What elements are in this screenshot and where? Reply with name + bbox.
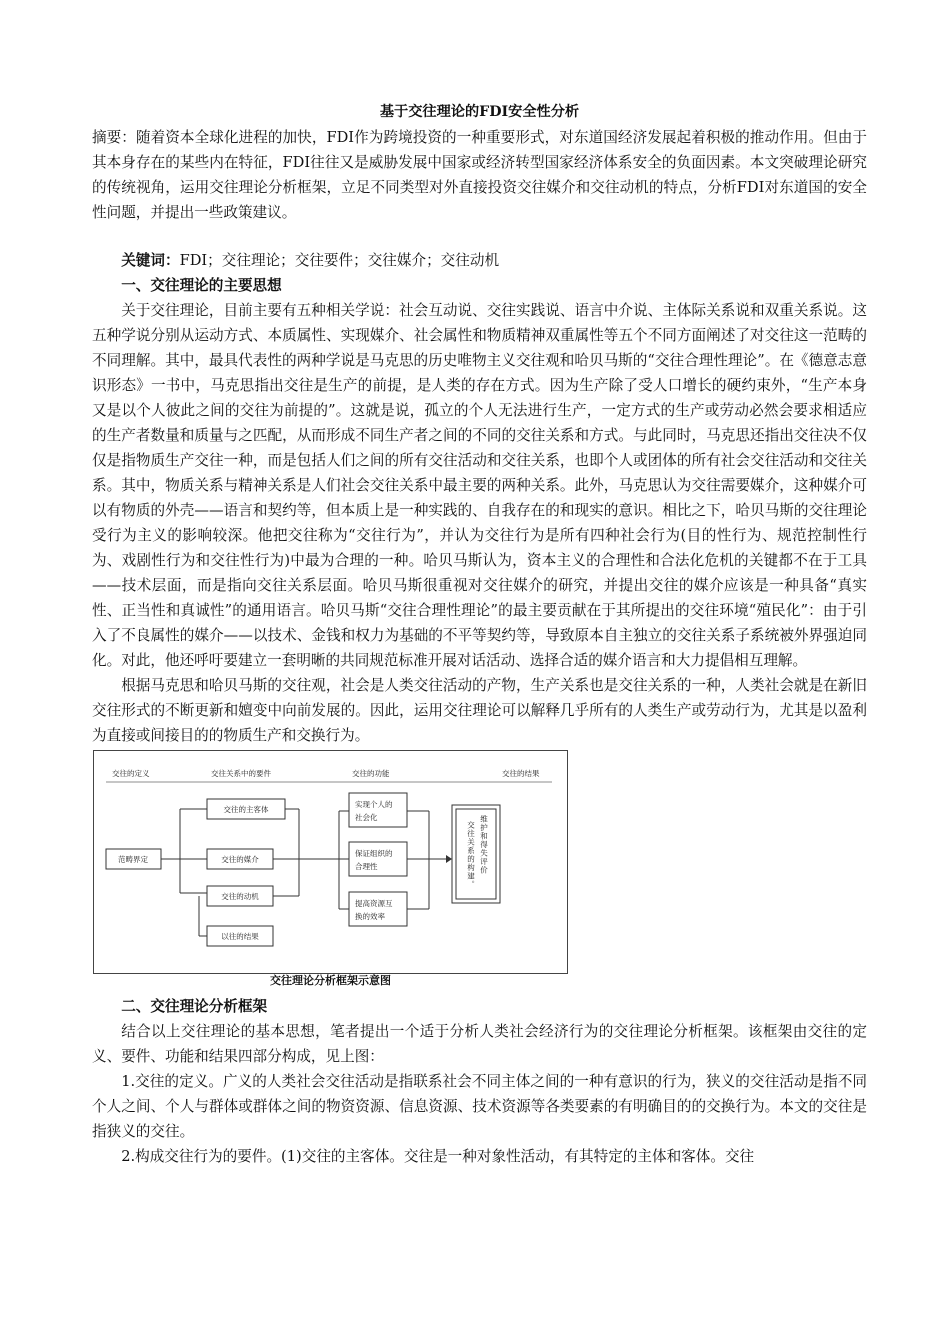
col-elements-label: 交往关系中的要件	[211, 769, 271, 778]
section2-paragraph-3: 2.构成交往行为的要件。(1)交往的主客体。交往是一种对象性活动，有其特定的主体和客体。交往	[121, 1148, 755, 1165]
section1-paragraph-2: 根据马克思和哈贝马斯的交往观，社会是人类交往活动的产物，生产关系也是交往关系的一种，人类社会就是在新旧交往形式的不断更新和嬗变中向前发展的。因此，运用交往理论可以解释几乎所有的人类生产或劳动行为，尤其是以盈利为直接或间接目的的物质生产和交换行为。	[92, 677, 867, 744]
keywords-label: 关键词：	[121, 252, 180, 269]
section2-paragraph-2: 1.交往的定义。广义的人类社会交往活动是指联系社会不同主体之间的一种有意识的行为，狭义的交往活动是指不同个人之间、个人与群体或群体之间的物资资源、信息资源、技术资源等各类要素的有明确目的的交换行为。本文的交往是指狭义的交往。	[92, 1073, 867, 1140]
result-inner-box	[456, 809, 496, 899]
col-results-label: 交往的结果	[502, 769, 540, 778]
function-box-2-line2: 合理性	[355, 862, 378, 871]
section1-paragraph-1: 关于交往理论，目前主要有五种相关学说：社会互动说、交往实践说、语言中介说、主体际关系说和双重关系说。这五种学说分别从运动方式、本质属性、实现媒介、社会属性和物质精神双重属性等五个不同方面阐述了对交往这一范畴的不同理解。其中，最具代表性的两种学说是马克思的历史唯物主义交往观和哈贝马斯的“交往合理性理论”。在《德意志意识形态》一书中，马克思指出交往是生产的前提，是人类的存在方式。因为生产除了受人口增长的硬约束外，“生产本身又是以个人彼此之间的交往为前提的”。这就是说，孤立的个人无法进行生产，一定方式的生产或劳动必然会要求相适应的生产者数量和质量与之匹配，从而形成不同生产者之间的不同的交往关系和方式。与此同时，马克思还指出交往决不仅仅是指物质生产交往一种，而是包括人们之间的所有交往活动和交往关系，也即个人或团体的所有社会交往活动和交往关系。其中，物质关系与精神关系是人们社会交往关系中最主要的两种关系。此外，马克思认为交往需要媒介，这种媒介可以有物质的外壳——语言和契约等，但本质上是一种实践的、自我存在的和现实的意识。相比之下，哈贝马斯的交往理论受行为主义的影响较深。他把交往称为“交往行为”，并认为交往行为是所有四种社会行为(目的性行为、规范控制性行为、戏剧性行为和交往性行为)中最为合理的一种。哈贝马斯认为，资本主义的合理性和合法化危机的关键都不在于工具——技术层面，而是指向交往关系层面。哈贝马斯很重视对交往媒介的研究，并提出交往的媒介应该是一种具备“真实性、正当性和真诚性”的通用语言。哈贝马斯“交往合理性理论”的最主要贡献在于其所提出的交往环境“殖民化”：由于引入了不良属性的媒介——以技术、金钱和权力为基础的不平等契约等，导致原本自主独立的交往关系子系统被外界强迫同化。对此，他还呼吁要建立一套明晰的共同规范标准开展对话活动、选择合适的媒介语言和大力提倡相互理解。	[92, 302, 867, 669]
function-box-1-line1: 实现个人的	[355, 800, 393, 809]
figure	[92, 750, 867, 994]
function-box-2-line1: 保证组织的	[355, 849, 393, 858]
function-box-3-line1: 提高资源互	[355, 899, 393, 908]
section2-paragraph-1: 结合以上交往理论的基本思想，笔者提出一个适于分析人类社会经济行为的交往理论分析框架。该框架由交往的定义、要件、功能和结果四部分构成，见上图：	[92, 1023, 867, 1065]
function-box-1-line2: 社会化	[355, 813, 378, 822]
section2-heading: 二、交往理论分析框架	[121, 998, 268, 1015]
figure-caption: 交往理论分析框架示意图	[270, 974, 391, 987]
medium-box-label: 交往的媒介	[221, 855, 259, 864]
page-title: 基于交往理论的FDI安全性分析	[379, 104, 580, 120]
section1-heading: 一、交往理论的主要思想	[121, 277, 282, 294]
motive-box-label: 交往的动机	[221, 892, 259, 901]
document-page	[92, 100, 867, 1169]
keywords-text: FDI；交往理论；交往要件；交往媒介；交往动机	[179, 252, 500, 269]
framework-diagram	[93, 750, 568, 974]
keywords-line	[92, 248, 867, 273]
function-box-3-line2: 换的效率	[355, 912, 385, 921]
col-definition-label: 交往的定义	[112, 769, 150, 778]
abstract: 摘要：随着资本全球化进程的加快，FDI作为跨境投资的一种重要形式，对东道国经济发展起着积极的推动作用。但由于其本身存在的某些内在特征，FDI往往又是威胁发展中国家或经济转型国家经济体系安全的负面因素。本文突破理论研究的传统视角，运用交往理论分析框架，立足不同类型对外直接投资交往媒介和交往动机的特点，分析FDI对东道国的安全性问题，并提出一些政策建议。	[92, 129, 867, 221]
arrow-head	[446, 855, 452, 863]
subject-box-label: 交往的主客体	[223, 805, 269, 814]
result-outer-box	[452, 805, 500, 903]
col-functions-label: 交往的功能	[352, 769, 390, 778]
result-text-col1: 交往关系的构建。	[466, 821, 476, 889]
result-text-col2: 维护和得失评价	[479, 815, 489, 875]
result-box-label: 以往的结果	[221, 932, 259, 941]
scope-box-label: 范畴界定	[118, 855, 148, 864]
blank-line	[92, 225, 867, 248]
